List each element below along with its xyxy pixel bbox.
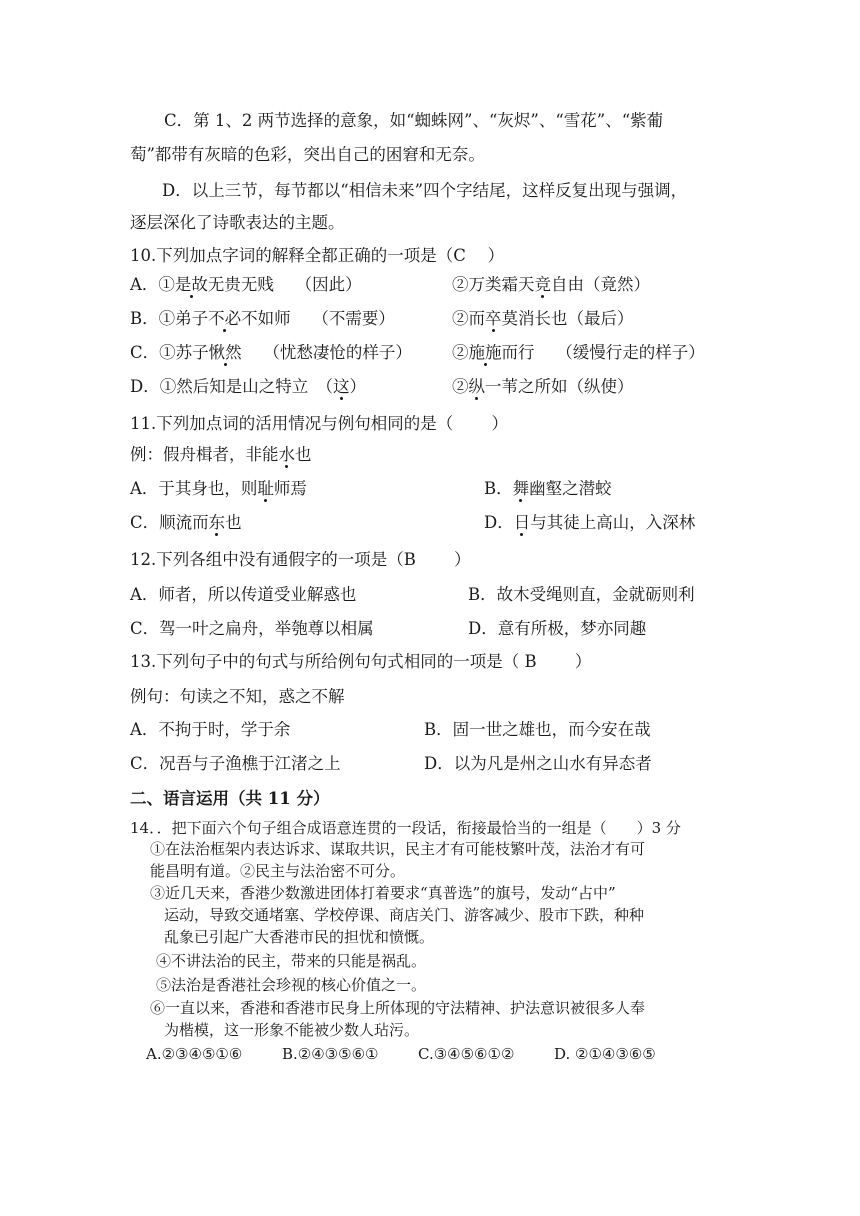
q14-sentence-3: ③近几天来，香港少数激进团体打着要求“真普选”的旗号，发动“占中” — [150, 884, 616, 902]
q9-option-d-line1: D．以上三节，每节都以“相信未来”四个字结尾，这样反复出现与强调， — [162, 181, 688, 200]
q12-option-d: D．意有所极，梦亦同趣 — [468, 619, 647, 638]
section-title: 二、语言运用（共 11 分） — [130, 789, 330, 808]
q14-sentence-4: ④不讲法治的民主，带来的只能是祸乱。 — [156, 952, 427, 970]
q12-stem: 12.下列各组中没有通假字的一项是（B ） — [130, 550, 471, 569]
q14-sentence-6-cont: 为楷模，这一形象不能被少数人玷污。 — [164, 1021, 420, 1039]
q13-option-b: B．固一世之雄也，而今安在哉 — [424, 720, 651, 739]
dotted-word: 是故 — [174, 275, 208, 294]
q9-option-c-line1: C．第 1、2 两节选择的意象，如“蜘蛛网”、“灰烬”、“雪花”、“紫葡 — [164, 111, 664, 130]
q10-option-d: D．①然后知是山之特立 （这） — [130, 377, 366, 396]
q14-sentence-6: ⑥一直以来，香港和香港市民身上所体现的守法精神、护法意识被很多人奉 — [150, 999, 646, 1017]
dotted-word: 这 — [332, 377, 350, 396]
q14-option-c: C.③④⑤⑥①② — [418, 1045, 515, 1063]
dotted-word: 日 — [513, 513, 531, 532]
q10-option-a: A．①是故无贵无贱 （因此） — [130, 275, 362, 294]
q10-option-c: C．①苏子愀然 （忧愁凄怆的样子） — [130, 343, 412, 362]
q10-option-d-2: ②纵一苇之所如（纵使） — [452, 377, 634, 396]
q10-option-b: B．①弟子不必不如师 （不需要） — [130, 309, 395, 328]
q13-option-c: C．况吾与子渔樵于江渚之上 — [130, 754, 341, 773]
q11-stem: 11.下列加点词的活用情况与例句相同的是（ ） — [130, 414, 508, 433]
dotted-word: 东 — [208, 513, 226, 532]
q14-sentence-3-cont1: 运动，导致交通堵塞、学校停课、商店关门、游客减少、股市下跌，种种 — [164, 906, 645, 924]
q10-option-b-2: ②而卒莫消长也（最后） — [452, 309, 634, 328]
q9-option-d-line2: 逐层深化了诗歌表达的主题。 — [130, 213, 345, 232]
dotted-word: 竞 — [534, 275, 551, 294]
q11-option-a: A．于其身也，则耻师焉 — [130, 479, 307, 498]
q14-option-a: A.②③④⑤①⑥ — [146, 1045, 243, 1063]
q13-option-a: A．不拘于时，学于余 — [130, 720, 291, 739]
q11-option-d: D．日与其徒上高山，入深林 — [484, 513, 696, 532]
q11-example: 例：假舟楫者，非能水也 — [130, 445, 312, 464]
q14-sentence-3-cont2: 乱象已引起广大香港市民的担忧和愤慨。 — [164, 928, 435, 946]
q13-option-d: D．以为凡是州之山水有异态者 — [424, 754, 652, 773]
q14-stem: 14．．把下面六个句子组合成语意连贯的一段话，衔接最恰当的一组是（ ）3 分 — [130, 819, 681, 837]
dotted-word: 愀然 — [208, 343, 242, 362]
q12-option-a: A．师者，所以传道受业解惑也 — [130, 585, 357, 604]
dotted-word: 卒 — [485, 309, 502, 328]
q10-stem: 10.下列加点字词的解释全都正确的一项是（C ） — [130, 246, 505, 265]
q14-sentence-5: ⑤法治是香港社会珍视的核心价值之一。 — [156, 976, 427, 994]
q11-option-b: B．舞幽壑之潜蛟 — [484, 479, 612, 498]
q14-sentence-1-cont: 能昌明有道。②民主与法治密不可分。 — [150, 862, 406, 880]
dotted-word: 水 — [278, 445, 295, 464]
dotted-word: 不必 — [208, 309, 242, 328]
q12-option-b: B．故木受绳则直，金就砺则利 — [468, 585, 695, 604]
q14-option-d: D. ②①④③⑥⑤ — [554, 1045, 656, 1063]
q10-option-c-2: ②施施而行 （缓慢行走的样子） — [452, 343, 705, 362]
dotted-word: 舞 — [512, 479, 530, 498]
q13-stem: 13.下列句子中的句式与所给例句句式相同的一项是（ B ） — [130, 652, 592, 671]
q12-option-c: C．驾一叶之扁舟，举匏尊以相属 — [130, 619, 374, 638]
q13-example: 例句：句读之不知，惑之不解 — [130, 687, 345, 706]
dotted-word: 耻 — [257, 479, 274, 498]
q10-option-a-2: ②万类霜天竞自由（竟然） — [452, 275, 650, 294]
q9-option-c-line2: 萄”都带有灰暗的色彩，突出自己的困窘和无奈。 — [130, 145, 485, 164]
q14-option-b: B.②④③⑤⑥① — [282, 1045, 379, 1063]
q11-option-c: C．顺流而东也 — [130, 513, 242, 532]
q14-sentence-1: ①在法治框架内表达诉求、谋取共识，民主才有可能枝繁叶茂，法治才有可 — [150, 840, 646, 858]
dotted-word: 施施 — [468, 343, 502, 362]
dotted-word: 纵 — [468, 377, 485, 396]
